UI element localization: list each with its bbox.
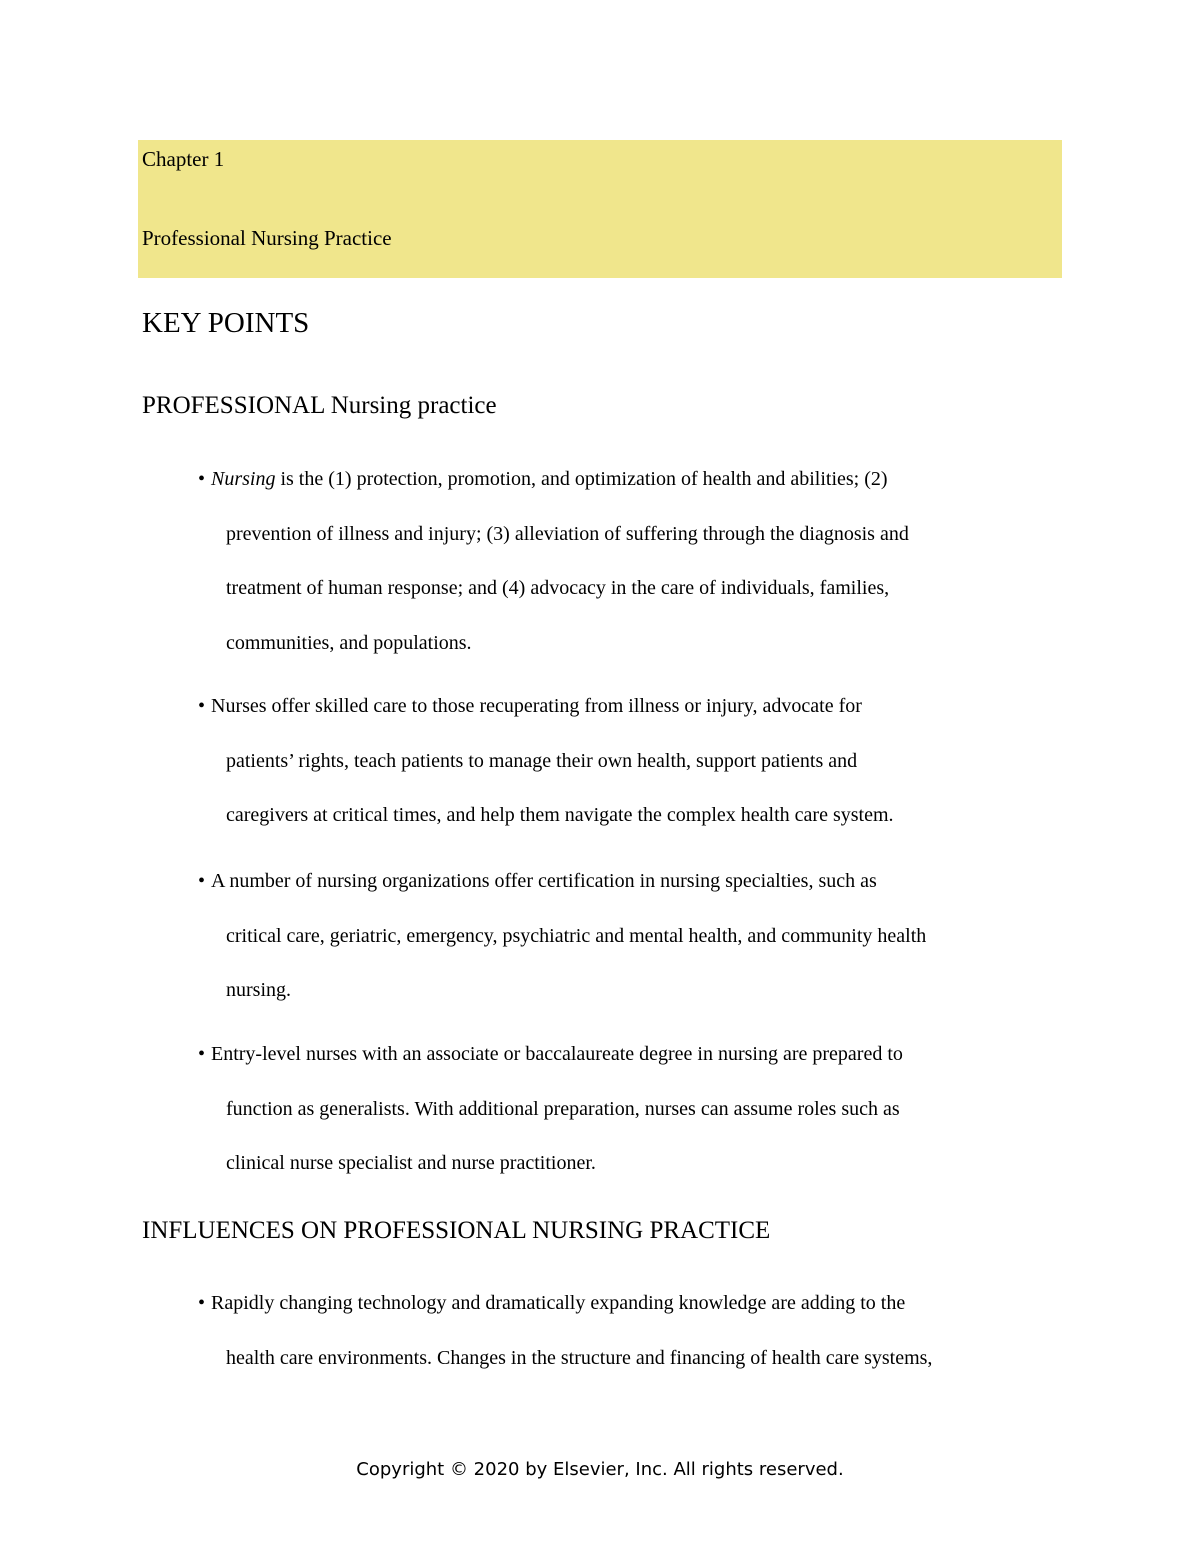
key-points-heading: KEY POINTS — [142, 307, 310, 339]
bullet-item — [198, 854, 1068, 1018]
bullet-line: patients’ rights, teach patients to manage their own health, support patients and — [226, 749, 858, 772]
bullet-text: Entry-level nurses with an associate or baccalaureate degree in nursing are prepared to — [211, 1043, 903, 1065]
chapter-header-box — [138, 140, 1062, 278]
bullet-line — [198, 854, 1068, 909]
bullet-line: health care environments. Changes in the structure and financing of health care systems, — [226, 1346, 933, 1369]
bullet-dot: • — [198, 870, 206, 892]
bullet-line: nursing. — [226, 979, 291, 1001]
bullet-item — [198, 452, 1068, 670]
bullet-dot: • — [198, 1043, 206, 1065]
bullet-line: function as generalists. With additional preparation, nurses can assume roles such as — [226, 1097, 900, 1120]
bullet-line — [198, 679, 1068, 734]
bullet-line — [198, 1276, 1068, 1331]
bullet-text: A number of nursing organizations offer certification in nursing specialties, such as — [211, 870, 877, 892]
copyright-footer: Copyright © 2020 by Elsevier, Inc. All rights reserved. — [356, 1459, 844, 1480]
section-heading-influences: INFLUENCES ON PROFESSIONAL NURSING PRACTICE — [142, 1217, 771, 1244]
chapter-title: Professional Nursing Practice — [142, 226, 392, 250]
bullet-line: critical care, geriatric, emergency, psychiatric and mental health, and community health — [226, 924, 927, 947]
bullet-line: caregivers at critical times, and help them navigate the complex health care system. — [226, 804, 894, 826]
bullet-text: is the (1) protection, promotion, and optimization of health and abilities; (2) — [280, 468, 888, 490]
bullet-text: Nurses offer skilled care to those recuperating from illness or injury, advocate for — [211, 695, 862, 717]
chapter-label: Chapter 1 — [142, 147, 225, 171]
bullet-line — [198, 452, 1068, 507]
bullet-item — [198, 1276, 1068, 1385]
bullet-dot: • — [198, 695, 206, 717]
bullet-line: communities, and populations. — [226, 631, 472, 654]
bullet-line: clinical nurse specialist and nurse practitioner. — [226, 1152, 596, 1174]
bullet-item — [198, 1027, 1068, 1191]
bullet-line: prevention of illness and injury; (3) alleviation of suffering through the diagnosis and — [226, 522, 909, 545]
bullet-item — [198, 679, 1068, 843]
section-heading-professional-practice: PROFESSIONAL Nursing practice — [142, 392, 497, 419]
bullet-text: Rapidly changing technology and dramatically expanding knowledge are adding to the — [211, 1292, 906, 1314]
bullet-dot: • — [198, 1292, 206, 1314]
bullet-line: treatment of human response; and (4) advocacy in the care of individuals, families, — [226, 577, 890, 599]
bullet-dot: • — [198, 468, 206, 490]
italic-term: Nursing — [211, 468, 276, 490]
bullet-line — [198, 1027, 1068, 1082]
